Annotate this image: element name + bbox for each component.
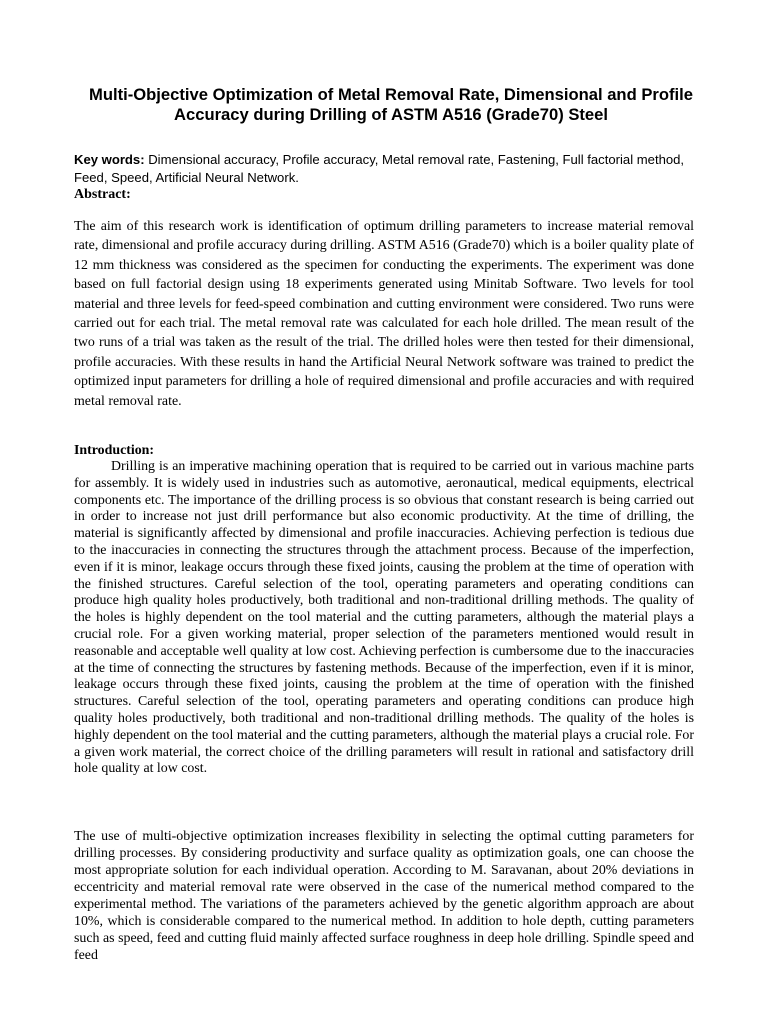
introduction-paragraph-1: Drilling is an imperative machining operation that is required to be carried out in various machine parts for assembly. It is widely used in industries such as automotive, aeronautical, medical equipments, electrical components etc. The importance of the drilling process is so obvious that constant research is being carried out in order to increase not just drill performance but also economic productivity. At the time of drilling, the material is significantly affected by dimensional and profile inaccuracies. Achieving perfection is tedious due to the inaccuracies in connecting the structures through the attachment process. Because of the imperfection, even if it is minor, leakage occurs through these fixed joints, causing the problem at the time of operation with the finished structures. Careful selection of the tool, operating parameters and operating conditions can produce high quality holes productively, both traditional and non-traditional drilling methods. The quality of the holes is highly dependent on the tool material and the cutting parameters, although the material plays a crucial role. For a given working material, proper selection of the parameters mentioned would result in reasonable and acceptable well quality at low cost. Achieving perfection is cumbersome due to the inaccuracies at the time of connecting the structures by fastening methods. Because of the imperfection, even if it is minor, leakage occurs through these fixed joints, causing the problem at the time of operation with the finished structures. Careful selection of the tool, operating parameters and operating conditions can produce high quality holes productively, both traditional and non-traditional drilling methods. The quality of the holes is highly dependent on the tool material and the cutting parameters, although the material plays a crucial role. For a given work material, the correct choice of the drilling parameters will result in rational and satisfactory drill hole quality at low cost. — [74, 459, 694, 777]
keywords-label: Key words: — [74, 152, 145, 167]
introduction-heading: Introduction: — [74, 443, 155, 458]
abstract-body: The aim of this research work is identification of optimum drilling parameters to increase material removal rate, dimensional and profile accuracy during drilling. ASTM A516 (Grade70) which is a boiler quality plate of 12 mm thickness was considered as the specimen for conducting the experiments. The experiment was done based on full factorial design using 18 experiments generated using Minitab Software. Two levels for tool material and three levels for feed-speed combination and cutting environment were considered. Two runs were carried out for each trial. The metal removal rate was calculated for each hole drilled. The mean result of the two runs of a trial was taken as the result of the trial. The drilled holes were then tested for their dimensional, profile accuracies. With these results in hand the Artificial Neural Network software was trained to predict the optimized input parameters for drilling a hole of required dimensional and profile accuracies and with required metal removal rate. — [74, 219, 694, 409]
introduction-paragraph-2: The use of multi-objective optimization increases flexibility in selecting the optimal cutting parameters for drilling processes. By considering productivity and surface quality as optimization goals, one can choose the most appropriate solution for each individual operation. According to M. Saravanan, about 20% deviations in eccentricity and material removal rate were observed in the case of the numerical method compared to the experimental method. The variations of the parameters achieved by the genetic algorithm approach are about 10%, which is considerable compared to the numerical method. In addition to hole depth, cutting parameters such as speed, feed and cutting fluid mainly affected surface roughness in deep hole drilling. Spindle speed and feed — [74, 829, 694, 963]
keywords-line — [74, 151, 694, 186]
keywords-text: Dimensional accuracy, Profile accuracy, Metal removal rate, Fastening, Full factorial method, Feed, Speed, Artificial Neural Network. — [74, 152, 685, 185]
abstract-heading: Abstract: — [74, 187, 131, 202]
paper-title: Multi-Objective Optimization of Metal Removal Rate, Dimensional and Profile Accuracy during Drilling of ASTM A516 (Grade70) Steel — [89, 85, 693, 124]
